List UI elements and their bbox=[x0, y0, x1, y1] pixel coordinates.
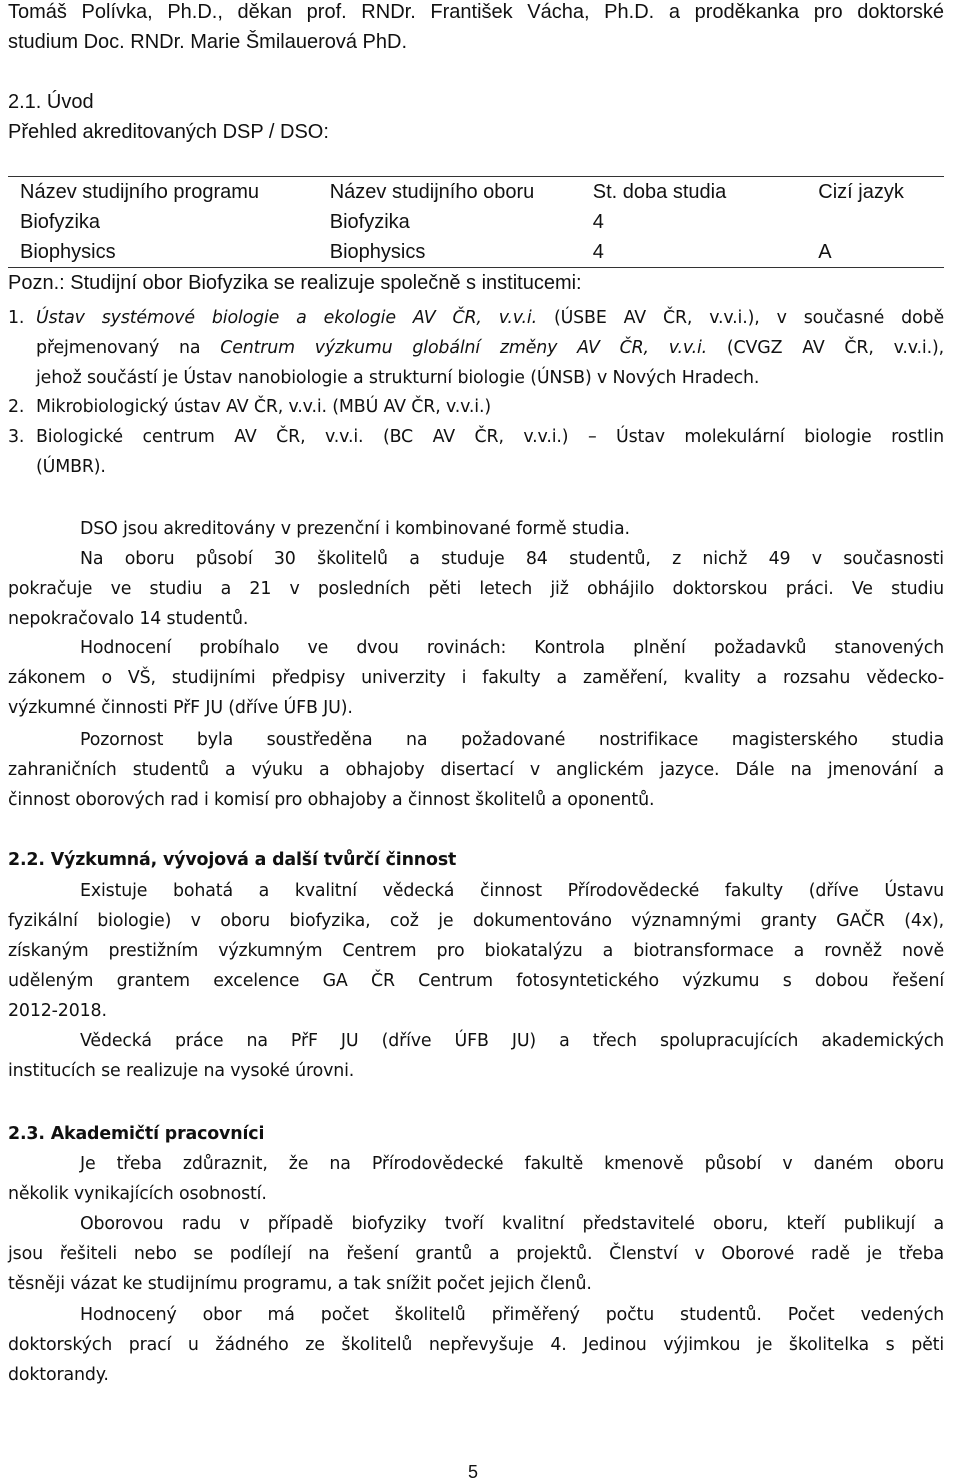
list-item bbox=[8, 422, 944, 452]
list-item bbox=[8, 392, 944, 422]
list-text: Mikrobiologický ústav AV ČR, v.v.i. (MBÚ AV ČR, v.v.i.) bbox=[36, 397, 491, 417]
paragraph-line: 2012-2018. bbox=[8, 1001, 107, 1021]
table-header-cell: St. doba studia bbox=[581, 177, 806, 208]
paragraph-line: výzkumné činnosti PřF JU (dříve ÚFB JU). bbox=[8, 698, 353, 718]
paragraph-line: těsněji vázat ke studijnímu programu, a tak snížit počet jejich členů. bbox=[8, 1274, 592, 1294]
paragraph-line: činnost oborových rad i komisí pro obhajoby a činnost školitelů a oponentů. bbox=[8, 790, 655, 810]
paragraph-line: Oborovou radu v případě biofyziky tvoří kvalitní představitelé oboru, kteří publikují a bbox=[80, 1214, 944, 1234]
header-line-2: studium Doc. RNDr. Marie Šmilauerová PhD. bbox=[8, 31, 408, 53]
table-cell: 4 bbox=[592, 210, 604, 233]
list-number: 2. bbox=[8, 397, 25, 417]
table-row bbox=[8, 237, 944, 268]
text-span: (CVGZ AV ČR, v.v.i.), bbox=[707, 338, 944, 358]
table-cell: A bbox=[806, 237, 944, 268]
text-span: přejmenovaný na bbox=[36, 338, 221, 358]
paragraph-line: Na oboru působí 30 školitelů a studuje 84 studentů, z nichž 49 v současnosti bbox=[80, 549, 944, 569]
section-title-2-2: 2.2. Výzkumná, vývojová a další tvůrčí činnost bbox=[8, 850, 457, 870]
paragraph: DSO jsou akreditovány v prezenční i kombinované formě studia. bbox=[80, 519, 630, 539]
list-number: 1. bbox=[8, 308, 25, 328]
paragraph-line: Vědecká práce na PřF JU (dříve ÚFB JU) a třech spolupracujících akademických bbox=[80, 1031, 944, 1051]
list-item-continued: (ÚMBR). bbox=[36, 457, 106, 477]
paragraph-line: zahraničních studentů a výuku a obhajoby disertací v anglickém jazyce. Dále na jmenování a bbox=[8, 760, 944, 780]
paragraph-line: Je třeba zdůraznit, že na Přírodovědecké fakultě kmenově působí v daném oboru bbox=[80, 1154, 944, 1174]
paragraph-line: doktorských prací u žádného ze školitelů nepřevyšuje 4. Jedinou výjimkou je školitelka s pěti bbox=[8, 1335, 944, 1355]
section-title-2-3: 2.3. Akademičtí pracovníci bbox=[8, 1124, 265, 1144]
paragraph-line: Hodnocený obor má počet školitelů přiměřený počtu studentů. Počet vedených bbox=[80, 1305, 944, 1325]
paragraph-line: Existuje bohatá a kvalitní vědecká činnost Přírodovědecké fakulty (dříve Ústavu bbox=[80, 881, 944, 901]
paragraph-line: institucích se realizuje na vysoké úrovni. bbox=[8, 1061, 355, 1081]
paragraph-line: uděleným grantem excelence GA ČR Centrum fotosyntetického výzkumu s dobou řešení bbox=[8, 971, 944, 991]
list-item-continued: jehož součástí je Ústav nanobiologie a strukturní biologie (ÚNSB) v Nových Hradech. bbox=[36, 368, 760, 388]
programs-table bbox=[8, 176, 944, 268]
table-cell bbox=[806, 207, 944, 237]
paragraph-line: fyzikální biologie) v oboru biofyzika, což je dokumentováno významnými granty GAČR (4x), bbox=[8, 911, 944, 931]
paragraph-line: získaným prestižním výzkumným Centrem pro biokatalýzu a biotransformace a rovněž nově bbox=[8, 941, 944, 961]
institution-abbr: (ÚSBE AV ČR, v.v.i.), v současné době bbox=[536, 308, 944, 328]
table-header-cell: Název studijního oboru bbox=[318, 177, 581, 208]
list-text: Biologické centrum AV ČR, v.v.i. (BC AV ČR, v.v.i.) – Ústav molekulární biologie rostlin bbox=[36, 427, 944, 447]
page-number: 5 bbox=[468, 1462, 479, 1482]
note-text: Pozn.: Studijní obor Biofyzika se realizuje společně s institucemi: bbox=[8, 272, 582, 294]
paragraph-line: pokračuje ve studiu a 21 v posledních pěti letech již obhájilo doktorskou práci. Ve studiu bbox=[8, 579, 944, 599]
section-subtitle: Přehled akreditovaných DSP / DSO: bbox=[8, 121, 329, 143]
paragraph-line: nepokračovalo 14 studentů. bbox=[8, 609, 249, 629]
list-item bbox=[8, 303, 944, 333]
paragraph-line: zákonem o VŠ, studijními předpisy univerzity i fakulty a zaměření, kvality a rozsahu vědecko- bbox=[8, 668, 944, 688]
section-title-2-1: 2.1. Úvod bbox=[8, 91, 94, 113]
table-header-cell: Název studijního programu bbox=[8, 177, 318, 208]
table-cell: Biofyzika bbox=[329, 210, 410, 233]
paragraph-line: několik vynikajících osobností. bbox=[8, 1184, 267, 1204]
institution-name: Ústav systémové biologie a ekologie AV ČR, v.v.i. bbox=[36, 308, 537, 328]
table-header-row bbox=[8, 177, 944, 208]
paragraph-line: Hodnocení probíhalo ve dvou rovinách: Kontrola plnění požadavků stanovených bbox=[80, 638, 944, 658]
table-header-cell: Cizí jazyk bbox=[806, 177, 944, 208]
table-cell: 4 bbox=[581, 237, 806, 268]
table-cell: Biophysics bbox=[8, 237, 318, 268]
table-cell: Biofyzika bbox=[20, 210, 101, 233]
header-line-1: Tomáš Polívka, Ph.D., děkan prof. RNDr. František Vácha, Ph.D. a proděkanka pro doktorské bbox=[8, 1, 944, 23]
table-row bbox=[8, 207, 944, 237]
list-number: 3. bbox=[8, 427, 25, 447]
paragraph-line: Pozornost byla soustředěna na požadované nostrifikace magisterského studia bbox=[80, 730, 944, 750]
institution-new-name: Centrum výzkumu globální změny AV ČR, v.v.i. bbox=[220, 338, 708, 358]
paragraph-line: doktorandy. bbox=[8, 1365, 109, 1385]
table-cell: Biophysics bbox=[318, 237, 581, 268]
paragraph-line: jsou řešiteli nebo se podílejí na řešení grantů a projektů. Členství v Oborové radě je třeba bbox=[8, 1244, 944, 1264]
list-item-continued bbox=[36, 333, 944, 363]
